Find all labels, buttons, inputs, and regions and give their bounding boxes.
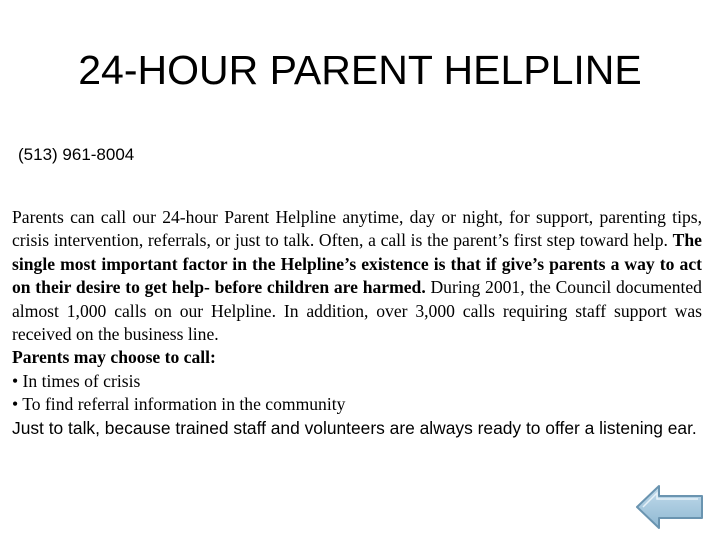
left-arrow-icon bbox=[634, 484, 706, 530]
choose-heading: Parents may choose to call: bbox=[12, 347, 216, 368]
emphasis-text: The single most important factor in the Helpline’s existence is that if give’s parents a way to act on their desire to get help- before children are harmed. bbox=[12, 230, 702, 298]
slide-body bbox=[12, 206, 702, 440]
phone-number: (513) 961-8004 bbox=[18, 145, 135, 164]
bullet-item-referral: • To find referral information in the community bbox=[12, 394, 346, 415]
closing-text: Just to talk, because trained staff and volunteers are always ready to offer a listening ear. bbox=[12, 417, 697, 438]
helpline-description bbox=[12, 206, 702, 346]
back-button[interactable] bbox=[634, 484, 706, 530]
intro-text: Parents can call our 24-hour Parent Helpline anytime, day or night, for support, parenting tips, crisis intervention, referrals, or just to talk. Often, a call is the parent’s first step toward help. bbox=[12, 207, 702, 251]
bullet-item-crisis: • In times of crisis bbox=[12, 370, 141, 391]
slide-title: 24-HOUR PARENT HELPLINE bbox=[78, 47, 642, 93]
stats-text: During 2001, the Council documented almost 1,000 calls on our Helpline. In addition, over 3,000 calls requiring staff support was received on the business line. bbox=[12, 277, 702, 345]
